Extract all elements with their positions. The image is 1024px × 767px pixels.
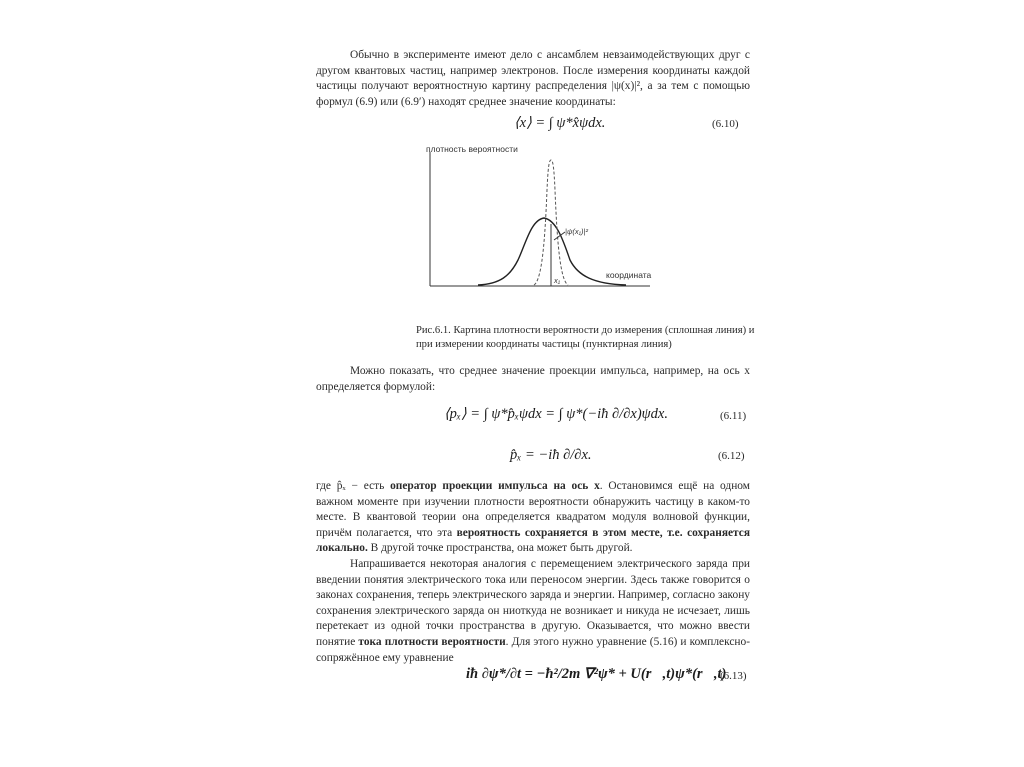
equation-6-10: ⟨x⟩ = ∫ ψ*x̂ψdx.	[514, 115, 606, 131]
paragraph-operator-text-1: где p̂ₓ − есть	[316, 480, 391, 492]
equation-number-6-10: (6.10)	[712, 118, 739, 130]
paragraph-analogy-bold-1: тока плотности вероятности	[358, 635, 506, 648]
curve-label: |ψ(x₁)|²	[565, 227, 588, 236]
paragraph-operator-bold-1: оператор проекции импульса на ось x	[390, 480, 600, 492]
equation-number-6-11: (6.11)	[720, 410, 747, 422]
paragraph-operator	[316, 479, 750, 557]
equation-6-12: p̂ₓ = −iħ ∂/∂x.	[510, 447, 592, 463]
equation-number-6-12: (6.12)	[718, 450, 745, 462]
paragraph-momentum: Можно показать, что среднее значение проекции импульса, например, на ось x определяется формулой:	[316, 365, 750, 393]
paragraph-analogy-text-2: . Для этого нужно уравнение (5.16) и комплексно-сопряжённое ему уравнение	[316, 635, 750, 664]
equation-6-13: iħ ∂ψ*/∂t = −ħ²/2m ∇²ψ* + U(r⃗,t)ψ*(r⃗,t)	[466, 666, 727, 682]
density-curve-solid	[478, 218, 626, 285]
x1-label: x₁	[554, 276, 561, 285]
paragraph-operator-text-3: В другой точке пространства, она может быть другой.	[367, 542, 633, 555]
y-axis-label: плотность вероятности	[426, 144, 518, 154]
paragraph-analogy-text-1: Напрашивается некоторая аналогия с перемещением электрического заряда при введении понятия электрического тока или переносом энергии. Здесь также говорится о законах сохранения, теперь электрического заряда и энергии. Например, согласно закону сохранения электрического заряда он ниоткуда не возникает и никуда не исчезает, лишь перетекает из одной точки пространства в другую. Оказывается, что можно ввести понятие	[316, 558, 750, 648]
paragraph-intro: Обычно в эксперименте имеют дело с ансамблем невзаимодействующих друг с другом квантовых частиц, например электронов. После измерения координаты каждой частицы получают вероятностную картину распределения |ψ(x)|², а за тем с помощью формул (6.9) или (6.9′) находят среднее значение координаты:	[316, 49, 750, 108]
figure-caption-line2: при измерении координаты частицы (пунктирная линия)	[416, 339, 672, 350]
equation-6-11: ⟨pₓ⟩ = ∫ ψ*p̂ₓψdx = ∫ ψ*(−iħ ∂/∂x)ψdx.	[444, 406, 668, 422]
figure-caption-line1: Рис.6.1. Картина плотности вероятности до измерения (сплошная линия) и	[416, 325, 755, 336]
equation-number-6-13: (6.13)	[720, 670, 747, 682]
paragraph-operator-text-2: . Остановимся ещё на одном важном моменте при изучении плотности вероятности обнаружить частицу в каком-то месте. В квантовой теории она определяется квадратом модуля волновой функции, причём полагается, что эта	[316, 480, 750, 539]
x-axis-label: координата	[606, 270, 652, 280]
paragraph-operator-bold-2: вероятность сохраняется в этом месте, т.е. сохраняется локально.	[316, 526, 750, 555]
probability-density-figure	[418, 140, 718, 300]
paragraph-analogy	[316, 557, 750, 666]
